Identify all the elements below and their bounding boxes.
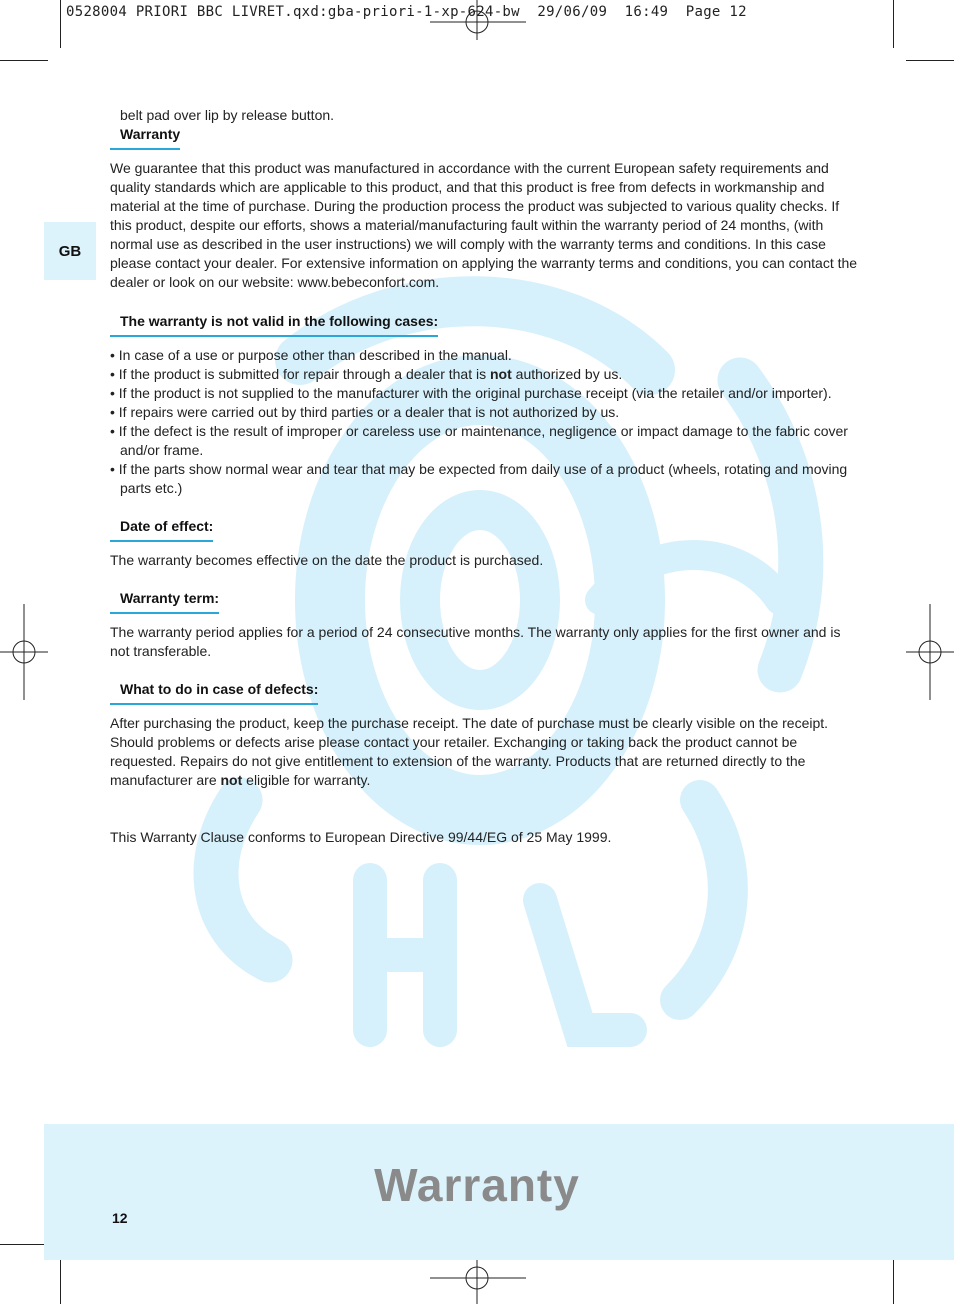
page-number: 12 — [112, 1210, 128, 1226]
registration-mark-bottom — [430, 1256, 526, 1304]
list-item: • In case of a use or purpose other than described in the manual. — [110, 347, 512, 363]
list-item: • If the parts show normal wear and tear that may be expected from daily use of a product (wheels, rotating and moving parts etc.) — [110, 461, 848, 496]
print-slug: 0528004 PRIORI BBC LIVRET.qxd:gba-priori-1-xp-624-bw 29/06/09 16:49 Page 12 — [66, 4, 747, 20]
directive-note: This Warranty Clause conforms to European Directive 99/44/EG of 25 May 1999. — [110, 829, 612, 845]
warranty-body: We guarantee that this product was manufactured in accordance with the current European safety requirements and quality standards which are applicable to this product, and that this product is free from defects in workmanship and material at the time of purchase. During the production process the product was subjected to various quality checks. If this product, despite our efforts, shows a material/manufacturing fault within the warranty period of 24 months, (with normal use as described in the user instructions) we will comply with the warranty terms and conditions. In this case please contact your dealer. For extensive information on applying the warranty terms and conditions, you can contact the dealer or look on our website: www.bebeconfort.com. — [110, 160, 858, 290]
registration-mark-top — [430, 0, 526, 40]
intro-fragment: belt pad over lip by release button. — [120, 107, 335, 123]
defects-body: After purchasing the product, keep the purchase receipt. The date of purchase must be clearly visible on the receipt. Should problems or defects arise please contact your retailer. Exchanging or taking back the product cannot be requested. Repairs do not give entitlement to extension of the warranty. Products that are returned directly to the manufacturer are not eligible for warranty. — [110, 715, 829, 788]
section-heading-date-of-effect: Date of effect: — [110, 517, 213, 542]
section-heading-not-valid: The warranty is not valid in the following cases: — [110, 312, 438, 337]
language-tab: GB — [44, 222, 96, 280]
not-valid-list — [110, 346, 862, 498]
list-item: • If the product is submitted for repair through a dealer that is not authorized by us. — [110, 366, 623, 382]
list-item: • If the defect is the result of improper or careless use or maintenance, negligence or impact damage to the fabric cover and/or frame. — [110, 423, 848, 458]
document-body — [110, 106, 862, 847]
registration-mark-right — [906, 604, 954, 700]
footer-title: Warranty — [374, 1159, 580, 1211]
footer-band — [44, 1124, 954, 1260]
registration-mark-left — [0, 604, 48, 700]
section-heading-defects: What to do in case of defects: — [110, 680, 318, 705]
date-of-effect-body: The warranty becomes effective on the date the product is purchased. — [110, 552, 544, 568]
warranty-term-body: The warranty period applies for a period of 24 consecutive months. The warranty only applies for the first owner and is not transferable. — [110, 624, 841, 659]
section-heading-warranty-term: Warranty term: — [110, 589, 219, 614]
list-item: • If repairs were carried out by third parties or a dealer that is not authorized by us. — [110, 404, 620, 420]
section-heading-warranty: Warranty — [110, 125, 180, 150]
list-item: • If the product is not supplied to the manufacturer with the original purchase receipt (via the retailer and/or importer). — [110, 385, 832, 401]
